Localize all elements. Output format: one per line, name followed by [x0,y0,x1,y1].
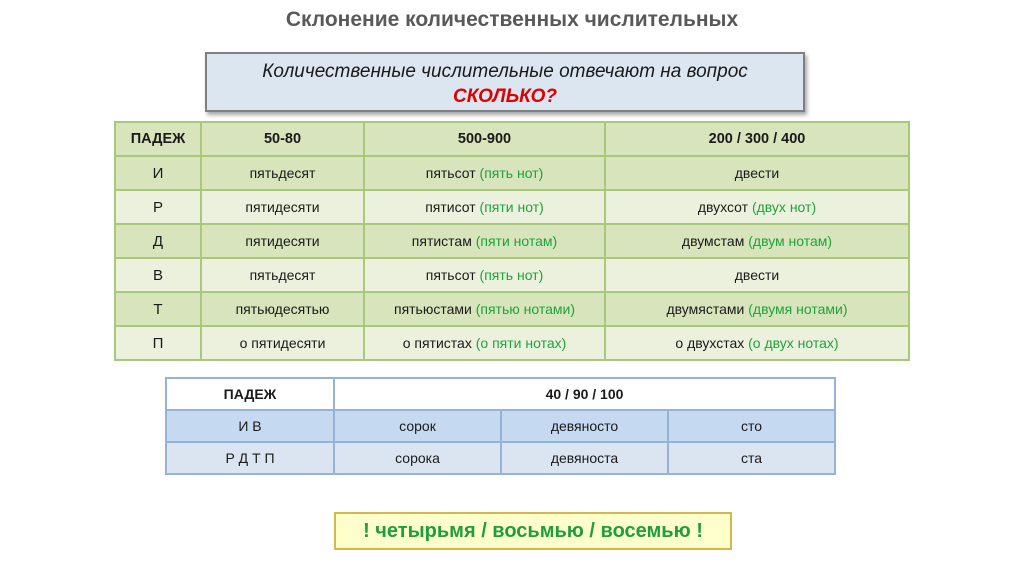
numeral: о двухстах [675,335,745,351]
numeral: пятьсот [425,267,476,283]
cell-200-400 [605,190,909,224]
header-case: ПАДЕЖ [166,378,334,410]
header-40-90-100: 40 / 90 / 100 [334,378,835,410]
cell-90: девяносто [501,410,668,442]
case-cell: Р Д Т П [166,442,334,474]
case-cell: Р [115,190,201,224]
case-cell: П [115,326,201,360]
example-note: (пятью нотами) [475,301,576,317]
example-note: (пяти нот) [479,199,544,215]
example-note: (о двух нотах) [748,335,839,351]
cell-500-900 [364,292,605,326]
case-cell: И В [166,410,334,442]
cell-500-900 [364,224,605,258]
cell-50-80: пятьдесят [201,156,364,190]
numeral: двухсот [697,199,749,215]
example-note: (двух нот) [751,199,817,215]
table-row [115,292,909,326]
cell-500-900 [364,156,605,190]
example-note: (пять нот) [479,267,544,283]
question-box [205,52,805,112]
cell-100: сто [668,410,835,442]
cell-40: сорока [334,442,501,474]
numeral: пятьсот [425,165,476,181]
table-row [115,326,909,360]
question-word: СКОЛЬКО? [453,86,557,107]
table-header-row [115,122,909,156]
example-note: (пяти нотам) [475,233,558,249]
cell-200-400 [605,326,909,360]
case-cell: Д [115,224,201,258]
cell-200-400 [605,224,909,258]
numeral: о пятистах [402,335,472,351]
question-text: Количественные числительные отвечают на вопрос [262,61,748,82]
header-50-80: 50-80 [201,122,364,156]
table-row [166,410,835,442]
cell-50-80: пятидесяти [201,224,364,258]
example-note: (двумя нотами) [748,301,848,317]
declension-table-hundreds [114,121,910,361]
numeral: двумястами [666,301,745,317]
exceptions-note: ! четырьмя / восьмью / восемью ! [334,512,732,550]
cell-500-900 [364,326,605,360]
table-row [115,156,909,190]
declension-table-40-90-100 [165,377,836,475]
table-row [166,442,835,474]
numeral: пятисот [425,199,476,215]
cell-50-80: пятьюдесятью [201,292,364,326]
case-cell: И [115,156,201,190]
table-row [115,190,909,224]
example-note: (о пяти нотах) [475,335,567,351]
header-case: ПАДЕЖ [115,122,201,156]
cell-500-900 [364,258,605,292]
example-note: (двум нотам) [748,233,833,249]
table-row [115,258,909,292]
cell-50-80: пятьдесят [201,258,364,292]
numeral: пятьюстами [393,301,472,317]
numeral: пятистам [411,233,472,249]
numeral: двумстам [681,233,745,249]
cell-50-80: пятидесяти [201,190,364,224]
cell-90: девяноста [501,442,668,474]
cell-200-400 [605,156,909,190]
cell-50-80: о пятидесяти [201,326,364,360]
numeral: двести [734,267,780,283]
cell-40: сорок [334,410,501,442]
cell-200-400 [605,292,909,326]
header-200-400: 200 / 300 / 400 [605,122,909,156]
cell-500-900 [364,190,605,224]
table-header-row [166,378,835,410]
example-note: (пять нот) [479,165,544,181]
header-500-900: 500-900 [364,122,605,156]
numeral: двести [734,165,780,181]
cell-100: ста [668,442,835,474]
case-cell: Т [115,292,201,326]
page-title: Склонение количественных числительных [285,8,739,31]
case-cell: В [115,258,201,292]
table-row [115,224,909,258]
cell-200-400 [605,258,909,292]
